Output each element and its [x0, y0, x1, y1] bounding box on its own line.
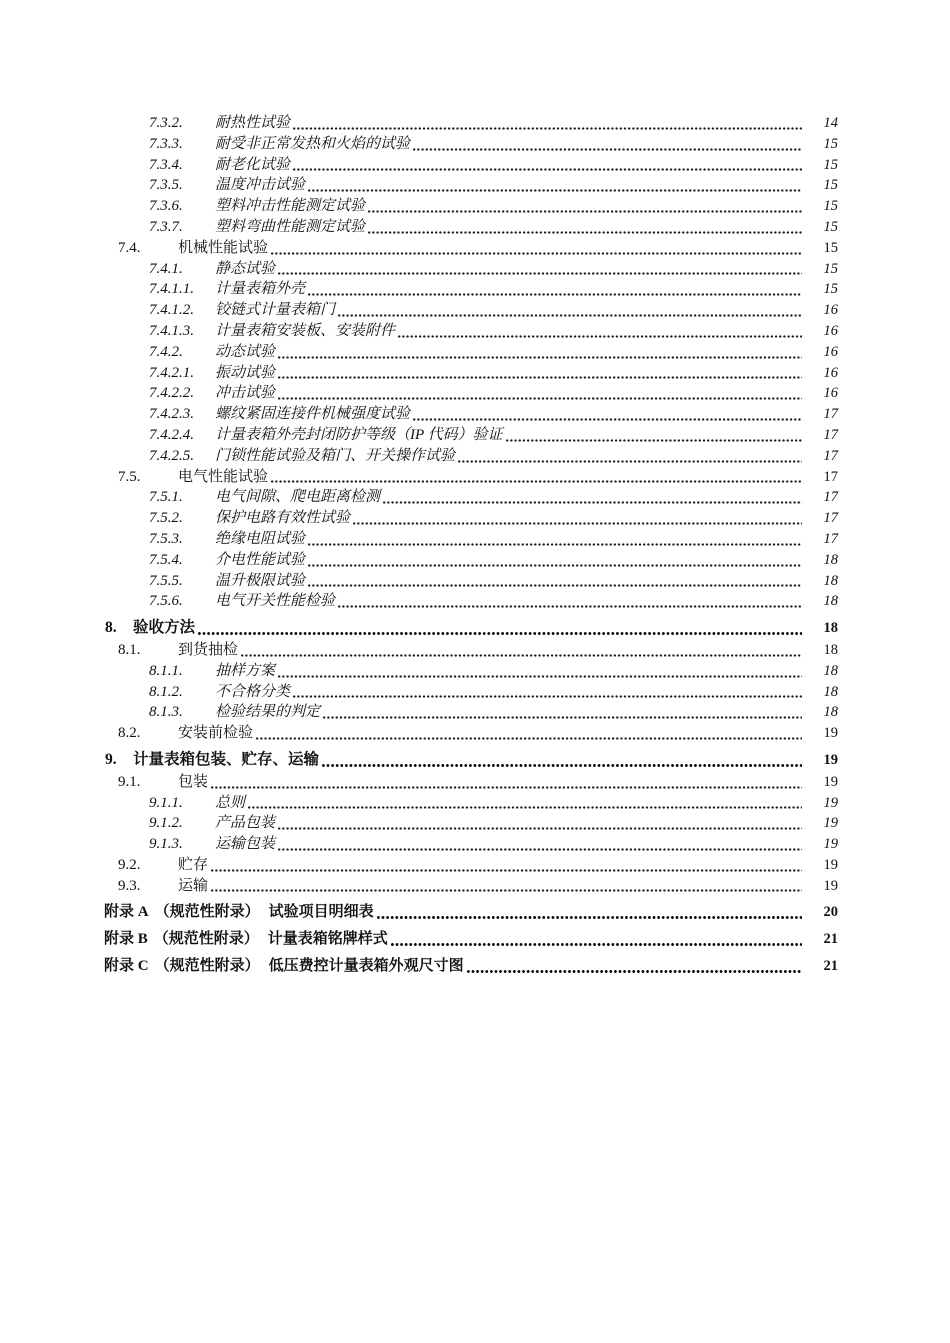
toc-entry-number: 7.4.2.1.	[149, 364, 194, 381]
toc-entry-number: 7.5.5.	[149, 572, 183, 589]
toc-entry-title: 计量表箱包装、贮存、运输	[133, 750, 320, 768]
toc-entry[interactable]	[0, 134, 950, 155]
toc-entry[interactable]	[0, 383, 950, 404]
toc-entry[interactable]	[0, 929, 950, 950]
toc-entry-number: 9.1.2.	[149, 815, 183, 832]
toc-entry-number: 7.3.7.	[149, 218, 183, 235]
toc-entry[interactable]	[0, 876, 950, 897]
toc-entry[interactable]	[0, 175, 950, 196]
toc-entry[interactable]	[0, 425, 950, 446]
toc-entry-number: 8.2.	[118, 725, 141, 742]
toc-entry-page: 15	[823, 218, 838, 235]
toc-entry-number: 7.4.1.1.	[149, 281, 194, 298]
toc-entry[interactable]	[0, 217, 950, 238]
toc-entry-kind: （规范性附录）	[153, 931, 259, 948]
toc-entry[interactable]	[0, 467, 950, 488]
toc-entry[interactable]	[0, 834, 950, 855]
toc-entry-page: 19	[823, 856, 838, 873]
toc-entry-title: 验收方法	[133, 619, 196, 637]
toc-entry-title: 塑料冲击性能测定试验	[215, 198, 366, 215]
toc-entry[interactable]	[0, 550, 950, 571]
toc-entry-number: 7.5.	[118, 468, 141, 485]
toc-entry-number: 7.4.2.3.	[149, 406, 194, 423]
toc-entry-title: 螺纹紧固连接件机械强度试验	[215, 406, 411, 423]
toc-entry[interactable]	[0, 238, 950, 259]
toc-entry-page: 18	[823, 683, 838, 700]
toc-entry-page: 17	[823, 426, 838, 443]
toc-entry-page: 19	[823, 836, 838, 853]
toc-entry[interactable]	[0, 640, 950, 661]
toc-entry-page: 19	[823, 794, 838, 811]
toc-entry-page: 19	[823, 815, 838, 832]
toc-entry-title: 门锁性能试验及箱门、开关操作试验	[215, 447, 456, 464]
toc-entry[interactable]	[0, 300, 950, 321]
toc-entry-page: 16	[823, 364, 838, 381]
toc-entry-number: 7.4.2.5.	[149, 447, 194, 464]
toc-entry-title: 不合格分类	[215, 683, 291, 700]
toc-entry-title: 耐老化试验	[215, 156, 291, 173]
toc-entry[interactable]	[0, 259, 950, 280]
toc-entry-page: 19	[823, 773, 838, 790]
toc-entry-page: 17	[823, 510, 838, 527]
toc-entry-number: 7.3.6.	[149, 198, 183, 215]
toc-entry-title: 温度冲击试验	[215, 177, 306, 194]
toc-entry-title: 低压费控计量表箱外观尺寸图	[268, 958, 464, 975]
toc-entry[interactable]	[0, 155, 950, 176]
toc-entry-number: 7.4.2.2.	[149, 385, 194, 402]
toc-entry-title: 保护电路有效性试验	[215, 510, 351, 527]
toc-entry-page: 16	[823, 343, 838, 360]
toc-entry-title: 铰链式计量表箱门	[215, 302, 336, 319]
toc-entry-page: 20	[823, 904, 838, 921]
toc-entry-title: 静态试验	[215, 260, 276, 277]
toc-entry-title: 动态试验	[215, 343, 276, 360]
toc-entry-number: 7.4.1.	[149, 260, 183, 277]
toc-entry-page: 14	[823, 115, 838, 131]
toc-entry[interactable]	[0, 321, 950, 342]
toc-entry-title: 总则	[215, 794, 246, 811]
toc-entry[interactable]	[0, 487, 950, 508]
toc-entry[interactable]	[0, 902, 950, 923]
toc-entry-number: 7.5.3.	[149, 530, 183, 547]
toc-entry-title: 耐受非正常发热和火焰的试验	[215, 135, 411, 152]
toc-entry-page: 15	[823, 177, 838, 194]
toc-entry-number: 7.3.4.	[149, 156, 183, 173]
toc-entry-title: 抽样方案	[215, 662, 276, 679]
toc-entry-title: 耐热性试验	[215, 115, 291, 131]
toc-entry-page: 17	[823, 468, 838, 485]
toc-entry-title: 电气开关性能检验	[215, 593, 336, 610]
toc-entry[interactable]	[0, 591, 950, 612]
toc-entry-number: 7.3.2.	[149, 115, 183, 131]
toc-entry-kind: （规范性附录）	[154, 904, 260, 921]
toc-entry-page: 15	[823, 239, 838, 256]
toc-entry-page: 21	[823, 931, 838, 948]
toc-entry-number: 附录 C	[104, 958, 149, 975]
toc-entry-title: 电气性能试验	[178, 468, 269, 485]
toc-entry-page: 16	[823, 322, 838, 339]
toc-entry-page: 18	[823, 704, 838, 721]
toc-entry[interactable]	[0, 956, 950, 977]
toc-list	[0, 113, 950, 977]
toc-entry[interactable]	[0, 855, 950, 876]
toc-entry-number: 7.5.4.	[149, 551, 183, 568]
toc-entry-title: 试验项目明细表	[268, 904, 374, 921]
toc-entry[interactable]	[0, 723, 950, 744]
toc-entry[interactable]	[0, 793, 950, 814]
toc-entry-title: 包装	[178, 773, 209, 790]
toc-entry-title: 到货抽检	[178, 641, 239, 658]
toc-entry[interactable]	[0, 618, 950, 639]
toc-entry-number: 7.4.1.2.	[149, 302, 194, 319]
toc-entry-title: 运输包装	[215, 836, 276, 853]
toc-entry-title: 机械性能试验	[178, 239, 269, 256]
toc-entry-number: 7.5.2.	[149, 510, 183, 527]
toc-entry-title: 介电性能试验	[215, 551, 306, 568]
toc-entry[interactable]	[0, 446, 950, 467]
toc-entry-page: 18	[823, 620, 838, 637]
toc-entry[interactable]	[0, 661, 950, 682]
toc-entry-title: 温升极限试验	[215, 572, 306, 589]
toc-entry-title: 检验结果的判定	[215, 704, 321, 721]
toc-entry-number: 7.4.	[118, 239, 141, 256]
toc-entry-number: 7.3.3.	[149, 135, 183, 152]
toc-entry-page: 18	[823, 662, 838, 679]
toc-entry-page: 17	[823, 489, 838, 506]
toc-entry[interactable]	[0, 342, 950, 363]
toc-entry-page: 19	[823, 751, 838, 768]
toc-entry-page: 17	[823, 447, 838, 464]
toc-entry-page: 17	[823, 406, 838, 423]
toc-entry-number: 9.1.3.	[149, 836, 183, 853]
toc-entry[interactable]	[0, 702, 950, 723]
toc-entry-title: 塑料弯曲性能测定试验	[215, 218, 366, 235]
toc-entry-number: 9.1.1.	[149, 794, 183, 811]
toc-entry-number: 7.4.2.	[149, 343, 183, 360]
toc-entry-page: 18	[823, 572, 838, 589]
toc-entry-number: 9.3.	[118, 877, 141, 894]
toc-entry[interactable]	[0, 196, 950, 217]
toc-entry-number: 附录 A	[104, 904, 149, 921]
toc-entry-number: 8.	[105, 619, 117, 637]
toc-entry-title: 冲击试验	[215, 385, 276, 402]
toc-entry-number: 8.1.1.	[149, 662, 183, 679]
toc-entry-page: 16	[823, 385, 838, 402]
toc-entry-number: 7.4.1.3.	[149, 322, 194, 339]
toc-entry-number: 附录 B	[104, 931, 148, 948]
toc-entry[interactable]	[0, 529, 950, 550]
toc-entry[interactable]	[0, 508, 950, 529]
toc-entry-number: 9.	[105, 750, 117, 768]
toc-entry[interactable]	[0, 772, 950, 793]
toc-entry[interactable]	[0, 279, 950, 300]
toc-entry[interactable]	[0, 113, 950, 134]
toc-entry-page: 18	[823, 641, 838, 658]
toc-entry-title: 计量表箱外壳封闭防护等级（IP 代码）验证	[215, 426, 503, 443]
toc-entry-number: 7.5.1.	[149, 489, 183, 506]
toc-entry-page: 19	[823, 725, 838, 742]
toc-entry-page: 19	[823, 877, 838, 894]
toc-entry-title: 电气间隙、爬电距离检测	[215, 489, 381, 506]
toc-entry-page: 18	[823, 551, 838, 568]
toc-entry[interactable]	[0, 750, 950, 771]
toc-entry[interactable]	[0, 404, 950, 425]
toc-entry-title: 振动试验	[215, 364, 276, 381]
toc-entry-number: 9.1.	[118, 773, 141, 790]
toc-entry-number: 7.3.5.	[149, 177, 183, 194]
toc-entry-title: 贮存	[178, 856, 209, 873]
toc-entry-page: 15	[823, 281, 838, 298]
toc-entry-page: 21	[823, 958, 838, 975]
toc-entry-page: 15	[823, 156, 838, 173]
toc-entry-title: 绝缘电阻试验	[215, 530, 306, 547]
toc-entry[interactable]	[0, 571, 950, 592]
toc-entry-number: 9.2.	[118, 856, 141, 873]
toc-entry-title: 安装前检验	[178, 725, 254, 742]
toc-entry-page: 15	[823, 260, 838, 277]
toc-entry-number: 7.4.2.4.	[149, 426, 194, 443]
toc-entry-title: 产品包装	[215, 815, 276, 832]
toc-entry-title: 计量表箱铭牌样式	[267, 931, 388, 948]
toc-entry-page: 15	[823, 135, 838, 152]
toc-entry-number: 8.1.3.	[149, 704, 183, 721]
toc-entry-page: 15	[823, 198, 838, 215]
toc-entry[interactable]	[0, 813, 950, 834]
toc-entry-title: 计量表箱外壳	[215, 281, 306, 298]
toc-entry[interactable]	[0, 682, 950, 703]
toc-entry-kind: （规范性附录）	[154, 958, 260, 975]
toc-entry-title: 计量表箱安装板、安装附件	[215, 322, 396, 339]
toc-entry-number: 8.1.2.	[149, 683, 183, 700]
toc-entry-page: 18	[823, 593, 838, 610]
toc-entry-number: 8.1.	[118, 641, 141, 658]
toc-entry-page: 16	[823, 302, 838, 319]
toc-entry-title: 运输	[178, 877, 209, 894]
toc-entry-number: 7.5.6.	[149, 593, 183, 610]
toc-entry-page: 17	[823, 530, 838, 547]
toc-entry[interactable]	[0, 363, 950, 384]
